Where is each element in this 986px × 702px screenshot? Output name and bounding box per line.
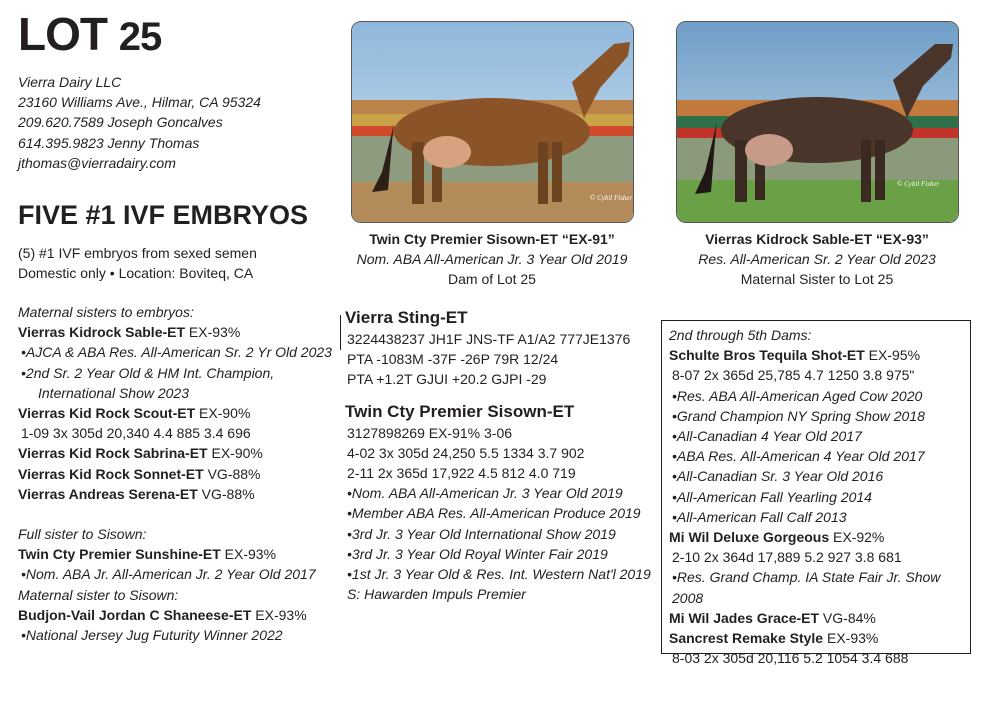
production-record: 8-07 2x 365d 25,785 4.7 1250 3.8 975" bbox=[672, 367, 915, 384]
sister-serena bbox=[18, 484, 336, 504]
achievement: •Nom. ABA All-American Jr. 3 Year Old 2019 bbox=[347, 485, 623, 502]
dams-box bbox=[661, 320, 971, 667]
lot-heading: FIVE #1 IVF EMBRYOS bbox=[18, 200, 309, 230]
cow-name: Twin Cty Premier Sunshine-ET bbox=[18, 546, 221, 563]
full-sister-intro: Full sister to Sisown: bbox=[18, 526, 147, 543]
achievement: •3rd Jr. 3 Year Old International Show 2019 bbox=[347, 525, 616, 542]
production-record: 2-10 2x 364d 17,889 5.2 927 3.8 681 bbox=[672, 549, 902, 566]
consignor-address: 23160 Williams Ave., Hilmar, CA 95324 bbox=[18, 94, 261, 111]
cow-score: EX-93% bbox=[823, 630, 879, 647]
cow-score: VG-88% bbox=[197, 485, 255, 502]
dam-name: Twin Cty Premier Sisown-ET bbox=[345, 401, 575, 421]
pedigree-column bbox=[345, 307, 657, 604]
dam-photo bbox=[351, 21, 634, 223]
cow-photo-1 bbox=[352, 22, 633, 222]
sister-caption bbox=[666, 229, 968, 289]
cow-score: VG-88% bbox=[203, 465, 261, 482]
lot-word: LOT bbox=[18, 8, 107, 60]
achievement: •All-American Fall Yearling 2014 bbox=[672, 488, 872, 505]
cow-name: Vierras Kid Rock Sonnet-ET bbox=[18, 465, 204, 482]
photo-title: Twin Cty Premier Sisown-ET “EX-91” bbox=[369, 231, 615, 247]
cow-name: Vierras Kid Rock Sabrina-ET bbox=[18, 445, 208, 462]
photo-title: Vierras Kidrock Sable-ET “EX-93” bbox=[705, 231, 929, 247]
sire-info: PTA -1083M -37F -26P 79R 12/24 bbox=[347, 351, 559, 368]
production-record: 1-09 3x 305d 20,340 4.4 885 3.4 696 bbox=[21, 425, 251, 442]
achievement: International Show 2023 bbox=[38, 384, 189, 401]
cow-score: EX-95% bbox=[864, 347, 921, 364]
sire-info: 3224438237 JH1F JNS-TF A1/A2 777JE1376 bbox=[347, 331, 631, 347]
production-record: 2-11 2x 365d 17,922 4.5 812 4.0 719 bbox=[347, 465, 576, 482]
consignor-contact bbox=[18, 72, 261, 173]
sister-sabrina bbox=[18, 443, 336, 463]
consignor-email[interactable]: jthomas@vierradairy.com bbox=[18, 154, 176, 171]
photo-watermark: © Cybil Fisher bbox=[590, 194, 633, 202]
sire-info: PTA +1.2T GJUI +20.2 GJPI -29 bbox=[347, 371, 547, 388]
sire-divider bbox=[340, 315, 341, 350]
achievement: •All-American Fall Calf 2013 bbox=[672, 508, 847, 525]
achievement: •ABA Res. All-American 4 Year Old 2017 bbox=[672, 448, 925, 465]
lot-number: 25 bbox=[118, 15, 162, 59]
cow-score: EX-93% bbox=[220, 546, 277, 563]
dam-caption bbox=[342, 229, 642, 289]
cow-name: Mi Wil Deluxe Gorgeous bbox=[669, 529, 830, 546]
cow-name: Vierras Kid Rock Scout-ET bbox=[18, 405, 196, 422]
cow-score: EX-92% bbox=[829, 529, 885, 546]
sister-scout bbox=[18, 403, 336, 423]
dam-sire: S: Hawarden Impuls Premier bbox=[347, 586, 526, 603]
photo-subtitle: Nom. ABA All-American Jr. 3 Year Old 2019 bbox=[356, 251, 628, 267]
cow-score: EX-93% bbox=[185, 324, 241, 341]
achievement: •3rd Jr. 3 Year Old Royal Winter Fair 2019 bbox=[347, 545, 608, 562]
description-line: (5) #1 IVF embryos from sexed semen bbox=[18, 245, 257, 261]
achievement: •Res. Grand Champ. IA State Fair Jr. Show 2008 bbox=[672, 569, 941, 606]
achievement: •AJCA & ABA Res. All-American Sr. 2 Yr Old 2023 bbox=[21, 344, 332, 361]
achievement: •Member ABA Res. All-American Produce 2019 bbox=[347, 505, 641, 522]
maternal-sisters-intro: Maternal sisters to embryos: bbox=[18, 304, 194, 320]
achievement: •All-Canadian 4 Year Old 2017 bbox=[672, 428, 862, 445]
cow-score: EX-90% bbox=[207, 445, 263, 462]
achievement: •All-Canadian Sr. 3 Year Old 2016 bbox=[672, 468, 884, 485]
cow-name: Budjon-Vail Jordan C Shaneese-ET bbox=[18, 606, 252, 623]
sister-sable bbox=[18, 322, 336, 342]
cow-name: Schulte Bros Tequila Shot-ET bbox=[669, 347, 865, 364]
achievement: •National Jersey Jug Futurity Winner 2022 bbox=[21, 627, 283, 644]
photo-watermark: © Cybil Fisher bbox=[897, 180, 940, 188]
production-record: 4-02 3x 305d 24,250 5.5 1334 3.7 902 bbox=[347, 444, 585, 461]
lot-title bbox=[18, 8, 161, 63]
production-record: 8-03 2x 305d 20,116 5.2 1054 3.4 688 bbox=[672, 650, 909, 667]
dam-registration: 3127898269 EX-91% 3-06 bbox=[347, 424, 513, 441]
dam-remake bbox=[669, 628, 970, 648]
sisters-column bbox=[18, 302, 336, 645]
maternal-sister-shaneese bbox=[18, 605, 336, 625]
achievement: •Grand Champion NY Spring Show 2018 bbox=[672, 407, 925, 424]
sire-name: Vierra Sting-ET bbox=[345, 308, 468, 327]
achievement: •1st Jr. 3 Year Old & Res. Int. Western Nat'l 2019 bbox=[347, 566, 651, 583]
photo-subtitle: Res. All-American Sr. 2 Year Old 2023 bbox=[698, 251, 936, 267]
cow-name: Sancrest Remake Style bbox=[669, 630, 824, 647]
achievement: •2nd Sr. 2 Year Old & HM Int. Champion, bbox=[21, 364, 275, 381]
dams-intro: 2nd through 5th Dams: bbox=[669, 327, 812, 343]
consignor-phone-1: 209.620.7589 Joseph Goncalves bbox=[18, 114, 223, 131]
consignor-phone-2: 614.395.9823 Jenny Thomas bbox=[18, 134, 200, 151]
cow-name: Vierras Andreas Serena-ET bbox=[18, 485, 198, 502]
achievement: •Res. ABA All-American Aged Cow 2020 bbox=[672, 387, 923, 404]
cow-photo-2 bbox=[677, 22, 958, 222]
photo-note: Maternal Sister to Lot 25 bbox=[740, 271, 894, 287]
description-line: Domestic only • Location: Boviteq, CA bbox=[18, 265, 254, 281]
dam-grace bbox=[669, 608, 970, 628]
cow-score: EX-90% bbox=[195, 405, 251, 422]
full-sister-sunshine bbox=[18, 544, 336, 564]
dam-gorgeous bbox=[669, 527, 970, 547]
cow-name: Vierras Kidrock Sable-ET bbox=[18, 324, 186, 341]
lot-description bbox=[18, 243, 257, 283]
photo-note: Dam of Lot 25 bbox=[448, 271, 536, 287]
dam-tequila bbox=[669, 345, 970, 365]
sister-sonnet bbox=[18, 464, 336, 484]
maternal-sister-intro: Maternal sister to Sisown: bbox=[18, 586, 179, 603]
cow-score: EX-93% bbox=[251, 606, 307, 623]
achievement: •Nom. ABA Jr. All-American Jr. 2 Year Old 2017 bbox=[21, 566, 316, 583]
cow-score: VG-84% bbox=[819, 609, 876, 626]
cow-name: Mi Wil Jades Grace-ET bbox=[669, 609, 820, 626]
sister-photo bbox=[676, 21, 959, 223]
consignor-name: Vierra Dairy LLC bbox=[18, 74, 122, 90]
